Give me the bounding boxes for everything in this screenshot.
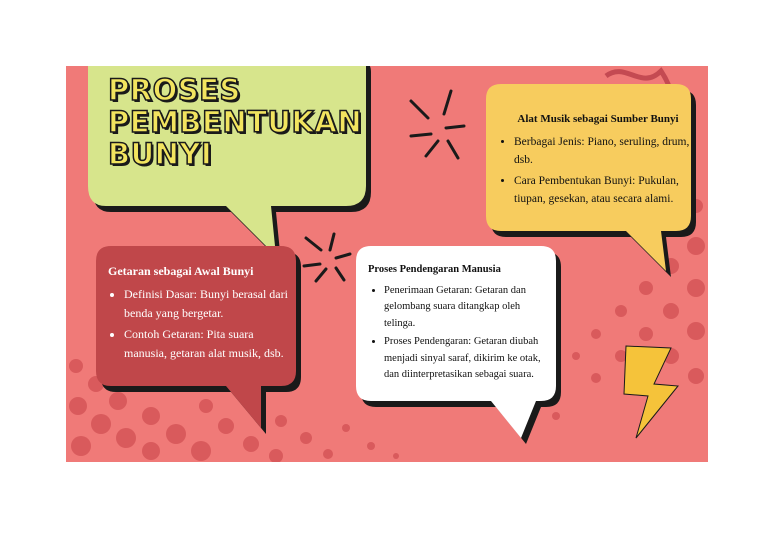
list-item: • Penerimaan Getaran: Getaran dan gelombang suara ditangkap oleh telinga. <box>384 283 543 333</box>
list-item: • Berbagai Jenis: Piano, seruling, drum, dsb. <box>514 133 698 170</box>
title-line-1: PROSES <box>108 73 241 107</box>
list-item: • Contoh Getaran: Pita suara manusia, getaran alat musik, dsb. <box>124 325 288 363</box>
white-bubble-heading: Proses Pendengaran Manusia <box>368 264 501 275</box>
yellow-bubble-heading: Alat Musik sebagai Sumber Bunyi <box>517 113 679 125</box>
yellow-bubble-list <box>498 133 698 209</box>
title-line-3: BUNYI <box>108 137 213 171</box>
poster <box>66 66 708 462</box>
red-bubble-content <box>108 262 288 365</box>
list-item: • Proses Pendengaran: Getaran diubah menjadi sinyal saraf, dikirim ke otak, dan diinterpretasikan sebagai suara. <box>384 334 543 384</box>
white-bubble-content <box>368 262 543 386</box>
list-item: • Cara Pembentukan Bunyi: Pukulan, tiupan, gesekan, atau secara alami. <box>514 172 698 209</box>
red-bubble-list <box>108 285 288 363</box>
red-bubble-heading: Getaran sebagai Awal Bunyi <box>108 264 254 278</box>
yellow-bubble-content <box>498 110 698 211</box>
white-bubble-list <box>368 283 543 384</box>
list-item: • Definisi Dasar: Bunyi berasal dari benda yang bergetar. <box>124 285 288 323</box>
burst-icon <box>304 234 350 281</box>
burst-icon <box>411 91 464 158</box>
page-title <box>108 74 362 170</box>
title-line-2: PEMBENTUKAN <box>108 105 363 139</box>
